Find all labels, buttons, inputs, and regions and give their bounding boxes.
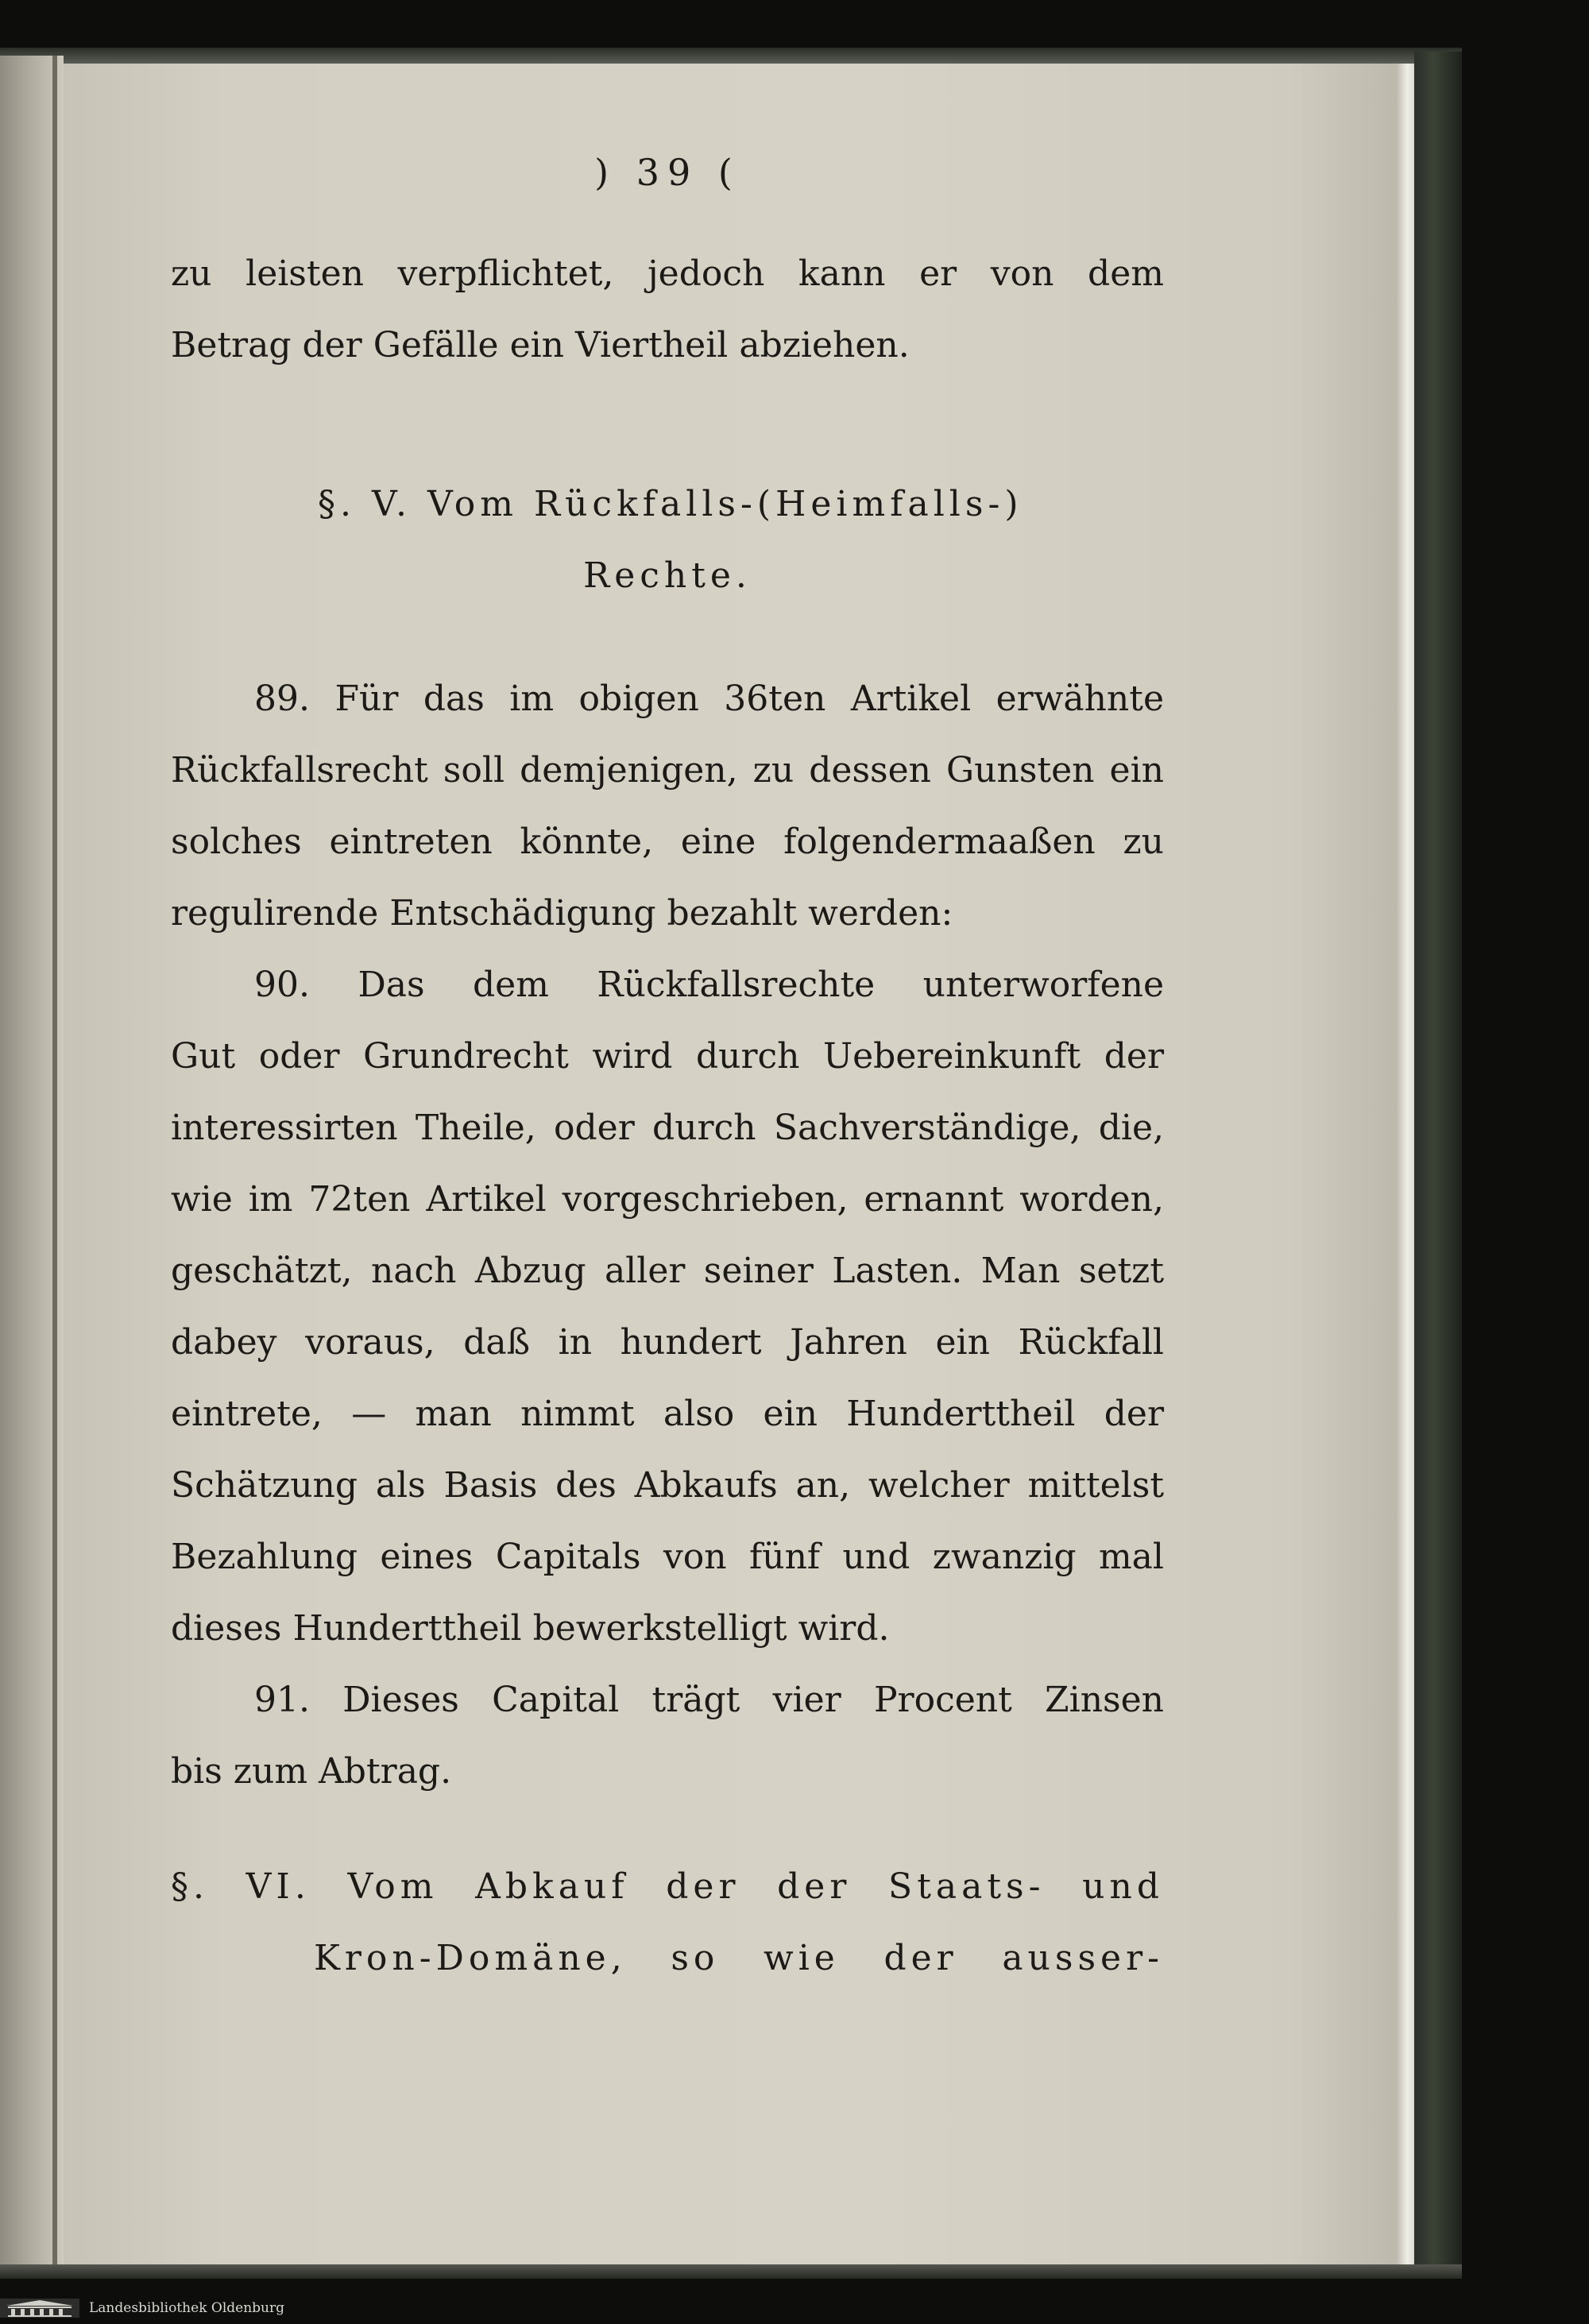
running-header [171, 151, 1164, 194]
paragraph-91 [171, 1665, 1164, 1808]
text-line: eintrete, — man nimmt also ein Hunderttheil der [171, 1394, 1164, 1434]
text-line: dabey voraus, daß in hundert Jahren ein Rückfall [171, 1322, 1164, 1363]
text-line: 91. Dieses Capital trägt vier Procent Zinsen [254, 1680, 1164, 1720]
text-line: solches eintreten könnte, eine folgendermaaßen zu [171, 822, 1164, 862]
text-line: 89. Für das im obigen 36ten Artikel erwähnte [254, 679, 1164, 719]
text-line: interessirten Theile, oder durch Sachverständige, die, [171, 1108, 1164, 1148]
text-line: Betrag der Gefälle ein Viertheil abziehen. [171, 325, 910, 365]
section-6-heading [171, 1851, 1164, 1994]
page-number: 39 [636, 151, 699, 194]
book-gutter [52, 56, 57, 2264]
paragraph-90 [171, 949, 1164, 1665]
section-heading-line: Kron-Domäne, so wie der ausser- [314, 1938, 1164, 1978]
page-body [171, 238, 1164, 381]
section-5-heading [171, 469, 1164, 612]
text-line: 90. Das dem Rückfallsrechte unterworfene [254, 965, 1164, 1005]
text-line: dieses Hunderttheil bewerkstelligt wird. [171, 1608, 890, 1649]
library-building-icon [0, 2299, 79, 2318]
text-line: Schätzung als Basis des Abkaufs an, welcher mittelst [171, 1465, 1164, 1506]
text-line: bis zum Abtrag. [171, 1751, 452, 1792]
text-line: geschätzt, nach Abzug aller seiner Lasten. Man setzt [171, 1251, 1164, 1291]
text-line: wie im 72ten Artikel vorgeschrieben, ernannt worden, [171, 1179, 1164, 1220]
section-heading-line: §. V. Vom Rückfalls-(Heimfalls-) [318, 484, 1023, 524]
book-cover-top [0, 48, 1462, 64]
paragraph-89 [171, 663, 1164, 949]
header-left-bracket: ) [594, 151, 617, 194]
section-heading-line: §. VI. Vom Abkauf der der Staats- und [171, 1866, 1164, 1907]
text-line: Rückfallsrecht soll demjenigen, zu dessen Gunsten ein [171, 750, 1164, 791]
footer-credit [0, 2296, 477, 2320]
book-cover-right [1414, 52, 1462, 2276]
text-line: Gut oder Grundrecht wird durch Uebereinkunft der [171, 1036, 1164, 1077]
page-stack-edge [1397, 64, 1414, 2264]
header-right-bracket: ( [717, 151, 740, 194]
text-line: regulirende Entschädigung bezahlt werden: [171, 893, 953, 934]
text-line: Bezahlung eines Capitals von fünf und zwanzig mal [171, 1537, 1164, 1577]
text-line: zu leisten verpflichtet, jedoch kann er von dem [171, 253, 1164, 294]
section-heading-line: Rechte. [583, 555, 752, 596]
library-name: Landesbibliothek Oldenburg [89, 2300, 285, 2316]
book-cover-bottom [0, 2264, 1462, 2279]
